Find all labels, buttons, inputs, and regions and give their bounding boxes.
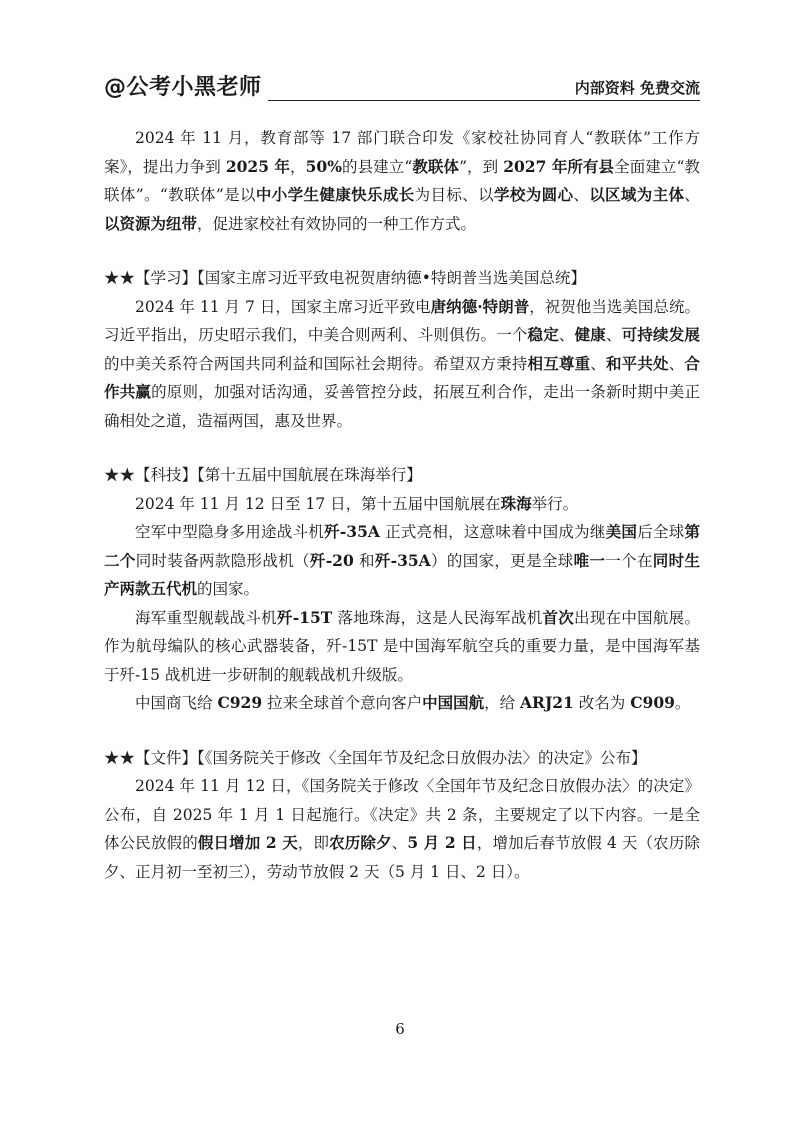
emphasis-text: 第二个 (104, 522, 700, 570)
emphasis-text: 2025 年 (225, 156, 291, 176)
emphasis-text: C929 (217, 693, 263, 712)
emphasis-text: 相互尊重 (527, 353, 591, 373)
emphasis-text: 歼-35A (374, 550, 431, 570)
paragraph-jiaolianti (104, 124, 700, 238)
body-text: 的国家。 (197, 580, 260, 598)
body-text: 的原则，加强对话沟通，妥善管控分歧，拓展互利合作，走出一条新时期中美正确相处之道，造福两国，惠及世界。 (104, 383, 700, 430)
emphasis-text: 美国 (605, 522, 638, 541)
emphasis-text: 学校为圆心 (493, 185, 574, 204)
paragraph-holiday (104, 772, 700, 886)
body-text: ， (290, 157, 306, 176)
section-headline: 【第十五届中国航展在珠海举行】 (197, 466, 422, 484)
paragraph-j15t (104, 604, 700, 690)
body-text: 后全球 (637, 523, 685, 541)
body-text: 、 (558, 326, 575, 344)
paragraph-comac (104, 689, 700, 718)
header-rule (254, 100, 700, 101)
body-text: ，促进家校社有效协同的一种工作方式。 (197, 214, 477, 233)
body-text: 。 (674, 694, 691, 712)
body-text: 同时装备两款隐形战机（ (135, 551, 310, 570)
body-text: 、 (668, 354, 685, 373)
paragraph-j35a (104, 518, 700, 604)
brand-title: @公考小黑老师 (104, 74, 268, 102)
emphasis-text: C909 (630, 693, 675, 712)
importance-stars: ★★ (104, 269, 136, 287)
section-title-document (104, 744, 700, 773)
body-text: ，给 (484, 694, 521, 712)
body-text: 正式亮相，这意味着中国成为继 (379, 523, 606, 541)
body-text: 中国商飞给 (135, 694, 218, 712)
emphasis-text: 稳定 (527, 325, 559, 344)
body-text: ，即 (297, 834, 330, 852)
body-text: 2024 年 11 月 12 日，《国务院关于修改〈全国年节及纪念日放假办法〉的决定》公布，自 2025 年 1 月 1 日起施行。《决定》共 2 条，主要规定了以下内容。一是全体公民放假的 (104, 777, 700, 852)
body-text: 的县建立“ (341, 157, 413, 176)
emphasis-text: 首次 (542, 607, 575, 627)
paragraph-congratulation (104, 293, 700, 436)
body-text: 出现在中国航展。作为航母编队的核心武器装备，歼-15T 是中国海军航空兵的重要力量，是中国海军基于歼-15 战机进一步研制的舰载战机升级版。 (104, 608, 700, 684)
emphasis-text: 农历除夕 (329, 833, 392, 852)
body-text: 、 (590, 354, 606, 373)
body-text: 、 (605, 326, 622, 344)
section-gap (104, 238, 700, 264)
emphasis-text: 以资源为纽带 (104, 213, 198, 233)
body-text: 改名为 (573, 694, 631, 712)
emphasis-text: 歼-20 (309, 550, 354, 570)
importance-stars: ★★ (104, 466, 136, 484)
emphasis-text: 唐纳德·特朗普 (430, 296, 530, 316)
emphasis-text: 和平共处 (605, 353, 669, 373)
body-text: ，祝贺他当选美国总统。习近平指出，历史昭示我们，中美合则两利、斗则俱伤。一个 (104, 297, 700, 344)
emphasis-text: 5 月 2 日 (407, 833, 477, 852)
body-text: 拉来全球首个意向客户 (262, 694, 423, 712)
body-text: 2024 年 11 月，教育部等 17 部门联合印发《家校社协同育人“教联体”工作方案》，提出力争到 (104, 129, 700, 176)
section-gap (104, 718, 700, 744)
emphasis-text: 同时生产两款五代机 (104, 550, 700, 598)
body-text: 2024 年 11 月 12 日至 17 日，第十五届中国航展在 (135, 494, 501, 513)
section-category: 【科技】 (135, 466, 198, 484)
body-text: 为目标、以 (414, 186, 494, 204)
emphasis-text: 中国国航 (422, 693, 485, 712)
body-text: 一个在 (605, 551, 653, 570)
importance-stars: ★★ (104, 748, 136, 767)
emphasis-text: 珠海 (500, 493, 532, 513)
emphasis-text: 以区域为主体 (589, 185, 685, 204)
emphasis-text: 2027 年所有县 (503, 156, 615, 176)
body-text: 空军中型隐身多用途战斗机 (135, 523, 325, 541)
paragraph-airshow-intro (104, 490, 700, 519)
emphasis-text: 中小学生健康快乐成长 (255, 185, 415, 204)
emphasis-text: 可持续发展 (621, 325, 700, 344)
body-text: 海军重型舰载战斗机 (135, 608, 277, 627)
emphasis-text: 唯一 (573, 550, 606, 570)
section-title-tech (104, 461, 700, 490)
section-category: 【文件】 (135, 748, 198, 767)
emphasis-text: 50% (305, 156, 342, 176)
section-headline: 【《国务院关于修改〈全国年节及纪念日放假办法〉的决定》公布】 (197, 748, 647, 767)
section-headline: 【国家主席习近平致电祝贺唐纳德•特朗普当选美国总统】 (197, 269, 586, 287)
body-text: 、 (573, 186, 590, 204)
document-body (104, 124, 700, 886)
emphasis-text: 假日增加 2 天 (197, 833, 298, 852)
body-text: 落地珠海，这是人民海军战机 (332, 608, 543, 627)
emphasis-text: 合作共赢 (104, 353, 700, 401)
page-header (104, 72, 700, 106)
body-text: 全面建立“教联体”。“教联体”是以 (104, 157, 700, 204)
body-text: 的中美关系符合两国共同利益和国际社会期待。希望双方秉持 (104, 354, 528, 373)
body-text: 、 (391, 834, 408, 852)
emphasis-text: 歼-15T (276, 607, 333, 627)
page-number: 6 (395, 1020, 405, 1038)
body-text: 举行。 (531, 494, 579, 513)
body-text: 2024 年 11 月 7 日，国家主席习近平致电 (135, 297, 431, 316)
header-tag: 内部资料 免费交流 (569, 78, 700, 98)
section-title-study (104, 264, 700, 293)
emphasis-text: 健康 (574, 325, 606, 344)
section-category: 【学习】 (135, 269, 198, 287)
body-text: ，增加后春节放假 4 天（农历除夕、正月初一至初三），劳动节放假 2 天（5 月 1 日、2 日）。 (104, 834, 700, 881)
section-gap (104, 435, 700, 461)
emphasis-text: 歼-35A (324, 522, 380, 541)
body-text: ）的国家，更是全球 (430, 551, 574, 570)
body-text: 和 (353, 551, 375, 570)
body-text: 、 (684, 186, 700, 204)
emphasis-text: ARJ21 (520, 693, 574, 712)
emphasis-text: 教联体 (412, 156, 460, 176)
body-text: ”，到 (459, 157, 504, 176)
